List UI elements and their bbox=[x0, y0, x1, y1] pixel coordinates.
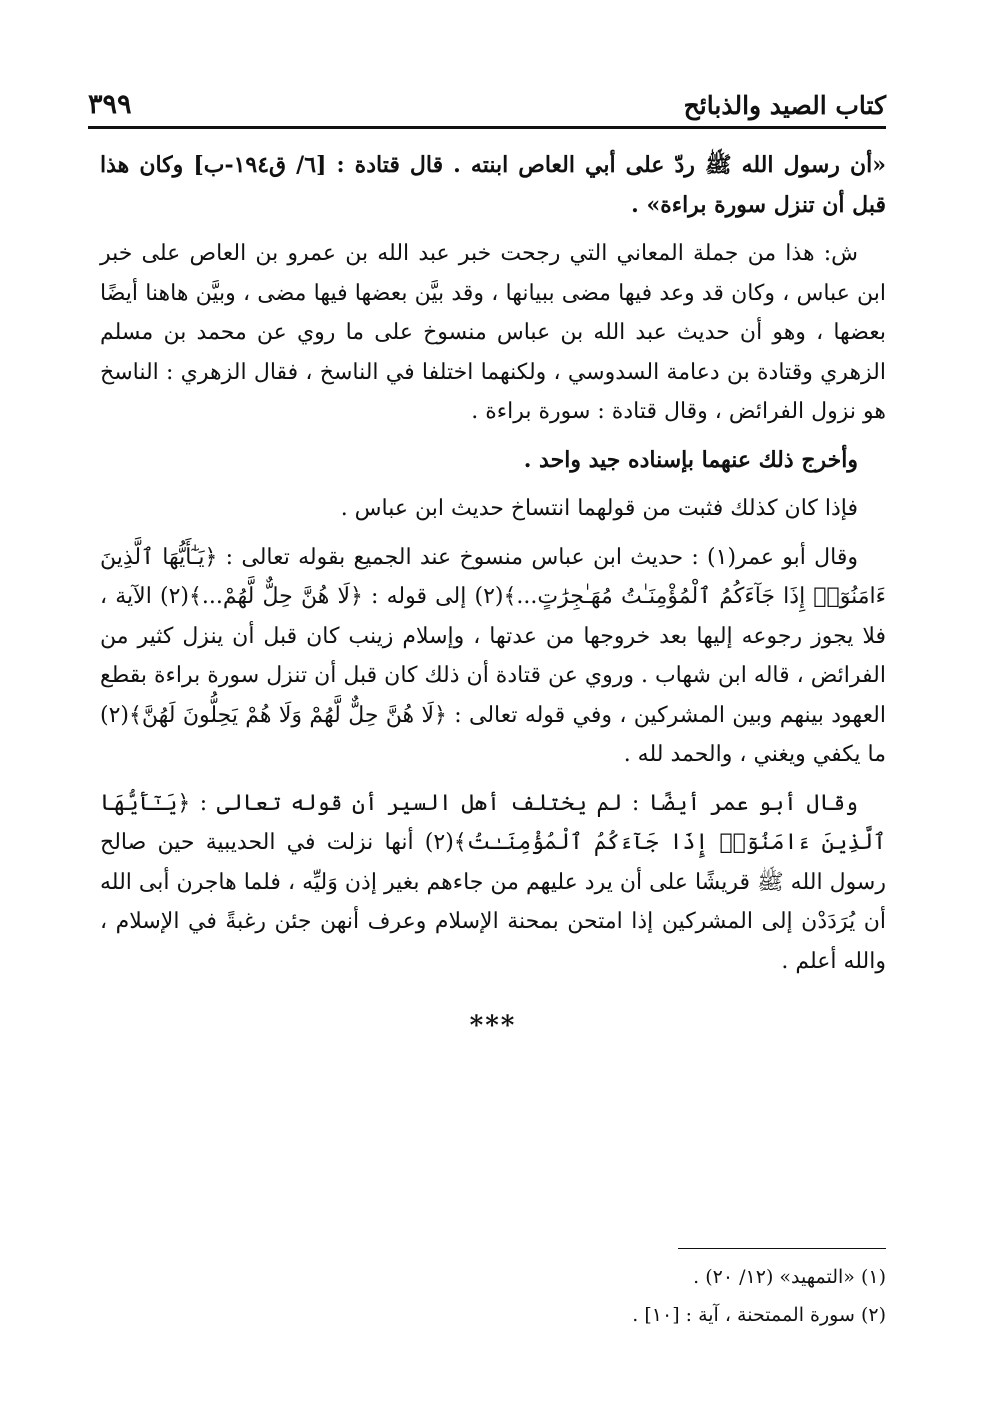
footnote-1: (١) «التمهيد» (١٢/ ٢٠) . bbox=[693, 1266, 886, 1288]
footnote-2: (٢) سورة الممتحنة ، آية : [١٠] . bbox=[632, 1304, 886, 1326]
hadith-paragraph: «أن رسول الله ﷺ ردّ على أبي العاص ابنته . قال قتادة : [٦/ ق١٩٤-ب] وكان هذا قبل أن تنزل سورة براءة» . bbox=[100, 152, 887, 218]
commentary-paragraph: ش: هذا من جملة المعاني التي رجحت خبر عبد الله بن عمرو بن العاص على خبر ابن عباس ، وكان قد وعد فيها مضى ببيانها ، وقد بيَّن بعضها فيها مضى ، وبيَّن هاهنا أيضًا بعضها ، وهو أن حديث عبد الله بن عباس منسوخ على ما روي عن محمد بن مسلم الزهري وقتادة بن دعامة السدوسي ، ولكنهما اختلفا في الناسخ ، فقال الزهري : الناسخ هو نزول الفرائض ، وقال قتادة : سورة براءة . bbox=[100, 241, 886, 424]
conclusion-paragraph: فإذا كان كذلك فثبت من قولهما انتساخ حديث ابن عباس . bbox=[340, 496, 858, 521]
section-separator: *** bbox=[469, 1011, 517, 1041]
book-title: كتاب الصيد والذبائح bbox=[683, 91, 886, 120]
footnote-divider bbox=[678, 1248, 886, 1249]
page-body bbox=[100, 146, 886, 1047]
narration-note: وأخرج ذلك عنهما بإسناده جيد واحد . bbox=[523, 446, 858, 473]
page-header bbox=[88, 76, 886, 129]
abu-umar-paragraph-1: وقال أبو عمر(١) : حديث ابن عباس منسوخ عند الجميع بقوله تعالى : ﴿يَـٰٓأَيُّهَا ٱلَّذِينَ ءَامَنُوٓا۟ إِذَا جَآءَكُمُ ٱلْمُؤْمِنَـٰتُ مُهَـٰجِرَٰتٍ...﴾(٢) إلى قوله : ﴿لَا هُنَّ حِلٌّ لَّهُمْ...﴾(٢) الآية ، فلا يجوز رجوعه إليها بعد خروجها من عدتها ، وإسلام زينب كان قبل أن ينزل كثير من الفرائض ، قاله ابن شهاب . وروي عن قتادة أن ذلك كان قبل أن تنزل سورة براءة بقطع العهود بينهم وبين المشركين ، وفي قوله تعالى : ﴿لَا هُنَّ حِلٌّ لَّهُمْ وَلَا هُمْ يَحِلُّونَ لَهُنَّ﴾(٢) ما يكفي ويغني ، والحمد لله . bbox=[100, 544, 887, 767]
page-number: ٣٩٩ bbox=[88, 89, 132, 120]
footnotes bbox=[100, 1258, 886, 1334]
abu-umar-paragraph-2: وقال أبو عمر أيضًا : لم يختلف أهل السير أن قوله تعالى : ﴿يَـٰٓأَيُّهَا ٱلَّذِينَ ءَامَنُوٓا۟ إِذَا جَآءَكُمُ ٱلْمُؤْمِنَـٰتُ﴾(٢) أنها نزلت في الحديبية حين صالح رسول الله ﷺ قريشًا على أن يرد عليهم من جاءهم بغير إذن وَليِّه ، فلما هاجرن أبى الله أن يُرَدَدْن إلى المشركين إذا امتحن بمحنة الإسلام وعرف أنهن جئن رغبةً في الإسلام ، والله أعلم . bbox=[100, 790, 886, 974]
